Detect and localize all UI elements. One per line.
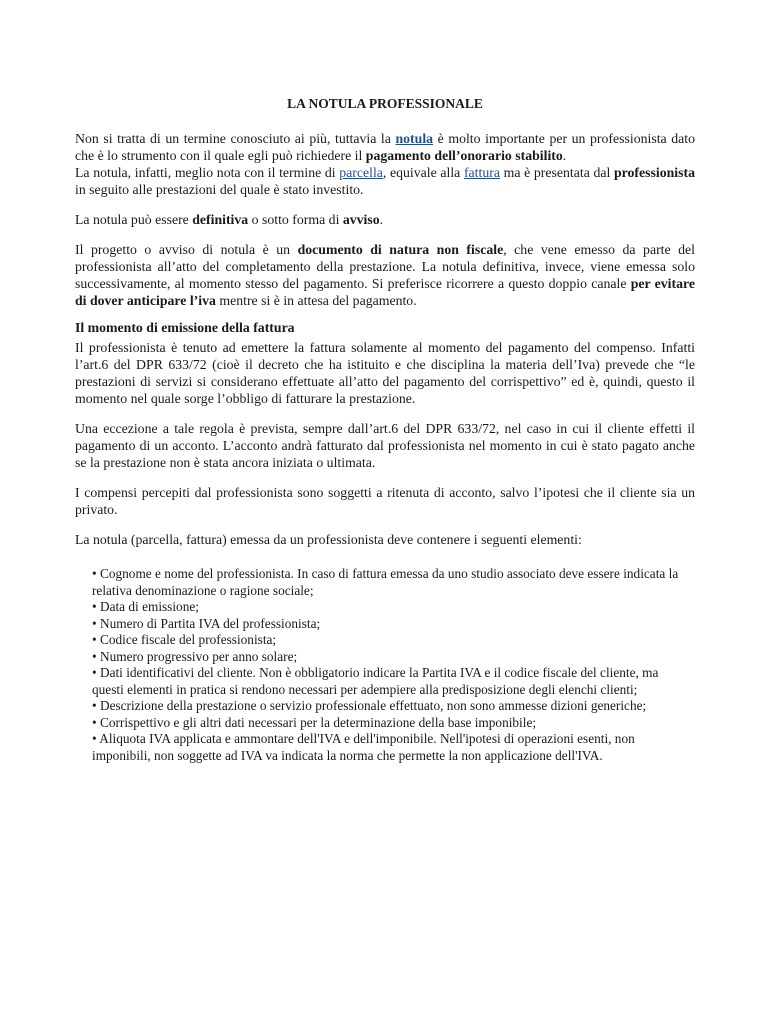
text: in seguito alle prestazioni del quale è stato investito. — [75, 182, 364, 197]
bold-text: professionista — [613, 165, 695, 180]
link-fattura[interactable]: fattura — [463, 165, 500, 180]
paragraph-progetto — [75, 241, 695, 309]
bold-text: per evitare di dover anticipare l’iva — [75, 276, 695, 308]
list-item: • Corrispettivo e gli altri dati necessari per la determinazione della base imponibile; — [92, 714, 537, 730]
paragraph-elementi: La notula (parcella, fattura) emessa da un professionista deve contenere i seguenti elementi: — [75, 532, 582, 547]
list-item: • Numero di Partita IVA del professionista; — [92, 615, 321, 631]
bold-text: avviso — [342, 212, 380, 227]
list-item: • Numero progressivo per anno solare; — [92, 648, 298, 664]
link-parcella[interactable]: parcella — [339, 165, 383, 180]
paragraph-parcella — [75, 164, 695, 198]
text: Il progetto o avviso di notula è un — [75, 242, 298, 257]
bold-text: definitiva — [192, 212, 249, 227]
text: ma è presentata dal — [499, 165, 614, 180]
document-title: LA NOTULA PROFESSIONALE — [287, 96, 483, 111]
text: mentre si è in attesa del pagamento. — [215, 293, 417, 308]
list-item: • Descrizione della prestazione o servizio professionale effettuato, non sono ammesse dizioni generiche; — [92, 698, 647, 713]
section-heading: Il momento di emissione della fattura — [75, 320, 295, 335]
paragraph-eccezione: Una eccezione a tale regola è prevista, sempre dall’art.6 del DPR 633/72, nel caso in cui il cliente effetti il pagamento di un acconto. L’acconto andrà fatturato dal professionista nel momento in cui è stato pagato anche se la prestazione non è stata ancora iniziata o ultimata. — [75, 421, 695, 470]
text: . — [562, 148, 567, 163]
paragraph-compensi: I compensi percepiti dal professionista sono soggetti a ritenuta di acconto, salvo l’ipotesi che il cliente sia un privato. — [75, 485, 695, 517]
list-item: • Data di emissione; — [92, 599, 199, 614]
list-item: • Aliquota IVA applicata e ammontare dell'IVA e dell'imponibile. Nell'ipotesi di operazioni esenti, non imponibili, non soggette ad IVA va indicata la norma che permette la non applicazione dell'IVA. — [92, 731, 635, 763]
text: è molto importante per un professionista dato che è lo strumento con il quale egli può richiedere il — [75, 131, 695, 163]
text: La notula può essere — [75, 212, 193, 227]
paragraph-definitiva — [75, 211, 695, 228]
bold-text: pagamento dell’onorario stabilito — [365, 148, 563, 163]
text: La notula, infatti, meglio nota con il termine di — [75, 165, 340, 180]
list-item: • Codice fiscale del professionista; — [92, 632, 277, 647]
list-item: • Dati identificativi del cliente. Non è obbligatorio indicare la Partita IVA e il codice fiscale del cliente, ma questi elementi in pratica si rendono necessari per adempiere alla predisposizione degli elenchi clienti; — [92, 665, 659, 697]
list-item: • Cognome e nome del professionista. In caso di fattura emessa da uno studio associato deve essere indicata la relativa denominazione o ragione sociale; — [92, 566, 679, 598]
paragraph-emissione: Il professionista è tenuto ad emettere la fattura solamente al momento del pagamento del compenso. Infatti l’art.6 del DPR 633/72 (cioè il decreto che ha istituito e che disciplina la materia dell’Iva) prevede che “le prestazioni di servizi si considerano effettuate all’atto del pagamento del corrispettivo” ed è, quindi, questo il momento nel quale sorge l’obbligo di fatturare la prestazione. — [75, 340, 695, 406]
link-notula[interactable]: notula — [395, 131, 434, 146]
text: o sotto forma di — [248, 212, 343, 227]
paragraph-intro — [75, 130, 695, 164]
text: , equivale alla — [382, 165, 464, 180]
bold-text: documento di natura non fiscale — [297, 242, 504, 257]
elements-list — [75, 566, 692, 764]
text: Non si tratta di un termine conosciuto ai più, tuttavia la — [75, 131, 396, 146]
text: , che vene emesso da parte del professionista all’atto del completamento della prestazione. La notula definitiva, invece, viene emessa solo successivamente, al momento stesso del pagamento. Si preferisce ricorrere a questo doppio canale — [75, 242, 696, 291]
text: . — [379, 212, 384, 227]
